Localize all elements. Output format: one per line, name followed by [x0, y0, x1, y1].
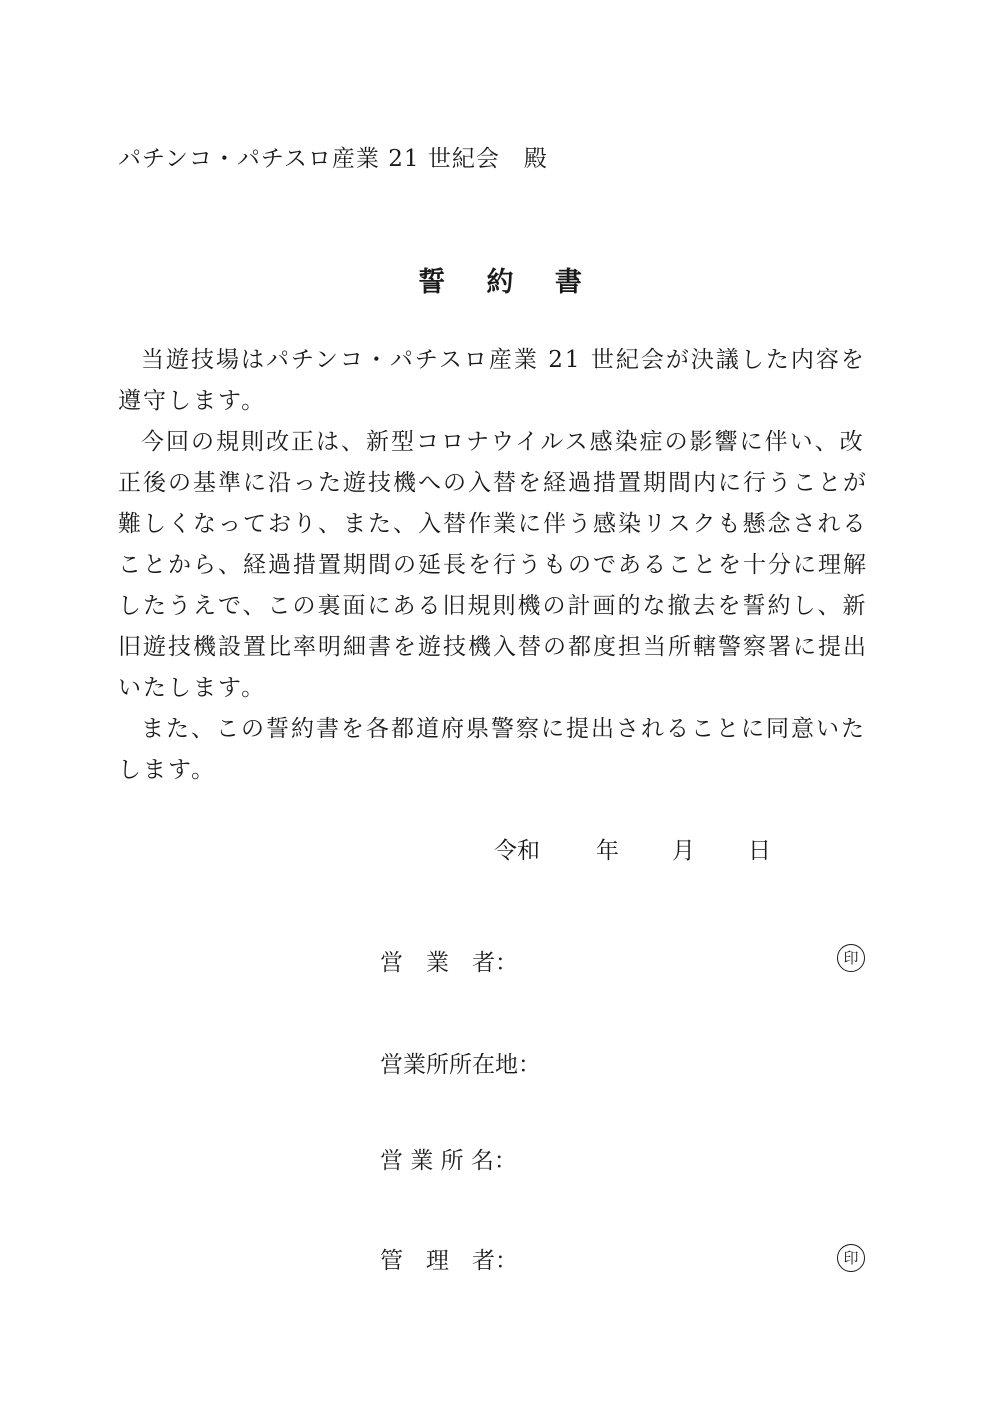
addressee: パチンコ・パチスロ産業 21 世紀会 殿 — [118, 146, 548, 172]
operator-label: 営 業 者： — [380, 950, 518, 976]
title-char: 誓 — [418, 267, 446, 298]
address-label: 営業所所在地： — [380, 1052, 541, 1078]
title-char: 書 — [554, 267, 582, 298]
seal-icon: 印 — [837, 1244, 865, 1272]
date-day: 日 — [748, 838, 771, 864]
title-char: 約 — [486, 267, 514, 298]
body-paragraph: また、この誓約書を各都道府県警察に提出されることに同意いたします。 — [118, 716, 866, 783]
date-month: 月 — [672, 838, 695, 864]
date-era: 令和 — [494, 838, 540, 864]
body-paragraph: 今回の規則改正は、新型コロナウイルス感染症の影響に伴い、改正後の基準に沿った遊技機への入替を経過措置期間内に行うことが難しくなっており、また、入替作業に伴う感染リスクも懸念されることから、経過措置期間の延長を行うものであることを十分に理解したうえで、この裏面にある旧規則機の計画的な撤去を誓約し、新旧遊技機設置比率明細書を遊技機入替の都度担当所轄警察署に提出いたします。 — [118, 429, 868, 701]
date-year: 年 — [596, 838, 619, 864]
office-name-label: 営 業 所 名： — [380, 1148, 517, 1174]
seal-icon: 印 — [837, 944, 865, 972]
pledge-body — [118, 340, 878, 791]
manager-label: 管 理 者： — [380, 1248, 518, 1274]
document-title — [0, 260, 1000, 299]
body-paragraph: 当遊技場はパチンコ・パチスロ産業 21 世紀会が決議した内容を遵守します。 — [118, 347, 866, 414]
